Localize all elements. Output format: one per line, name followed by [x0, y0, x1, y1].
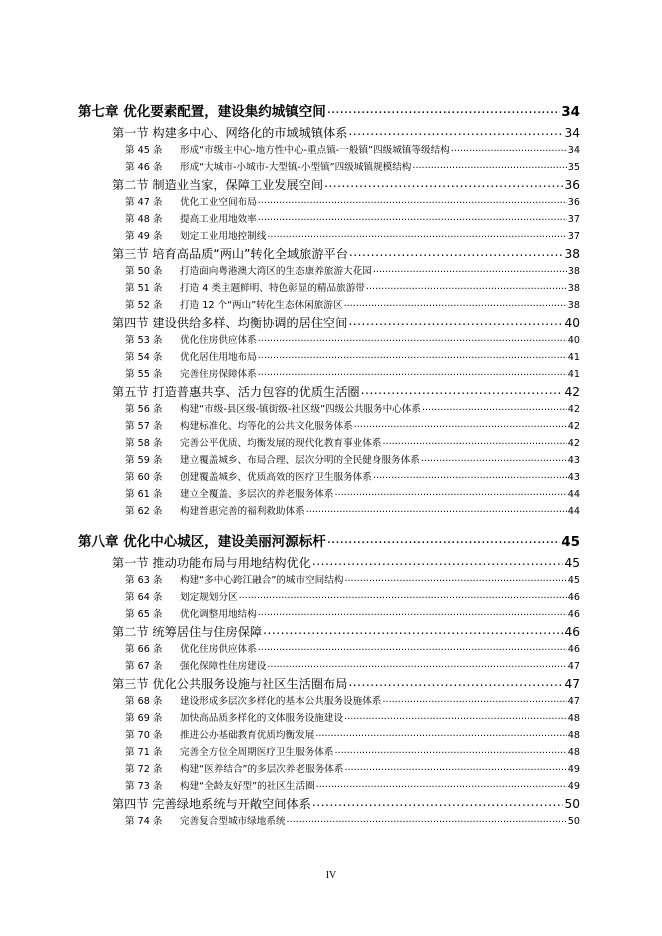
toc-dot-leader	[335, 745, 567, 755]
toc-article-entry[interactable]	[125, 744, 580, 759]
toc-article-title: 优化工业空间布局	[180, 197, 257, 208]
toc-dot-leader	[324, 177, 563, 189]
toc-page-number: 36	[564, 178, 580, 192]
toc-section-title: 第二节 制造业当家，保障工业发展空间	[112, 178, 324, 192]
toc-article-title: 建设形成多层次多样化的基本公共服务设施体系	[180, 696, 382, 707]
toc-page-number: 37	[567, 214, 580, 225]
toc-article-title: 完善公平优质、均衡发展的现代化教育事业体系	[180, 438, 382, 449]
toc-article-title: 建立全覆盖、多层次的养老服务体系	[180, 489, 334, 500]
toc-article-title: 推进公办基础教育优质均衡发展	[180, 730, 315, 741]
toc-article-title: 形成“大城市-小城市-大型镇-小型镇”四级城镇规模结构	[180, 162, 412, 173]
toc-dot-leader	[327, 103, 561, 117]
toc-article-title: 创建覆盖城乡、优质高效的医疗卫生服务体系	[180, 472, 372, 483]
toc-article-entry[interactable]	[125, 159, 580, 174]
toc-page-number: 41	[567, 352, 580, 363]
toc-chapter-entry[interactable]	[78, 100, 580, 120]
toc-dot-leader	[354, 419, 567, 429]
toc-article-entry[interactable]	[125, 727, 580, 742]
toc-dot-leader	[349, 246, 564, 258]
toc-article-title: 打造 12 个“两山”转化生态休闲旅游区	[180, 300, 343, 311]
toc-article-number: 第 58 条	[125, 438, 163, 449]
toc-page-number: 46	[567, 609, 580, 620]
toc-page-number: 34	[561, 104, 580, 120]
toc-section-entry[interactable]	[112, 314, 580, 332]
toc-article-number: 第 65 条	[125, 609, 163, 620]
toc-dot-leader	[239, 590, 567, 600]
toc-article-title: 构建“市级-县区级-镇街级-社区级”四级公共服务中心体系	[180, 404, 421, 415]
toc-page-number: 43	[567, 455, 580, 466]
toc-article-entry[interactable]	[125, 641, 580, 656]
toc-page-number: 47	[564, 677, 580, 691]
toc-dot-leader	[451, 143, 567, 153]
toc-article-title: 构建“医养结合”的多层次养老服务体系	[180, 764, 344, 775]
toc-article-number: 第 68 条	[125, 696, 163, 707]
toc-article-title: 完善全方位全周期医疗卫生服务体系	[180, 747, 334, 758]
toc-dot-leader	[412, 160, 566, 170]
toc-article-entry[interactable]	[125, 228, 580, 243]
toc-article-title: 构建标准化、均等化的公共文化服务体系	[180, 421, 353, 432]
toc-article-title: 划定规划分区	[180, 592, 238, 603]
toc-dot-leader	[348, 125, 563, 137]
toc-article-entry[interactable]	[125, 486, 580, 501]
toc-article-number: 第 45 条	[125, 145, 163, 156]
toc-section-title: 第一节 构建多中心、网络化的市域城镇体系	[112, 126, 348, 140]
toc-section-title: 第四节 完善绿地系统与开敞空间体系	[112, 797, 311, 811]
toc-article-title: 提高工业用地效率	[180, 214, 257, 225]
toc-dot-leader	[348, 676, 563, 688]
toc-section-entry[interactable]	[112, 795, 580, 813]
toc-article-number: 第 72 条	[125, 764, 163, 775]
toc-page-number: 41	[567, 369, 580, 380]
toc-section-entry[interactable]	[112, 623, 580, 641]
toc-article-number: 第 51 条	[125, 283, 163, 294]
toc-section-title: 第三节 优化公共服务设施与社区生活圈布局	[112, 677, 348, 691]
toc-page-number: 45	[561, 534, 580, 550]
toc-page-number: 46	[567, 592, 580, 603]
toc-article-number: 第 52 条	[125, 300, 163, 311]
toc-article-title: 优化居住用地布局	[180, 352, 257, 363]
toc-article-entry[interactable]	[125, 366, 580, 381]
toc-article-number: 第 69 条	[125, 713, 163, 724]
toc-dot-leader	[312, 555, 564, 567]
toc-article-number: 第 55 条	[125, 369, 163, 380]
toc-page-number: 40	[564, 316, 580, 330]
toc-section-entry[interactable]	[112, 245, 580, 263]
toc-page-number: 36	[567, 197, 580, 208]
toc-article-number: 第 59 条	[125, 455, 163, 466]
toc-article-entry[interactable]	[125, 418, 580, 433]
toc-section-title: 第四节 建设供给多样、均衡协调的居住空间	[112, 316, 348, 330]
toc-page-number: 45	[564, 556, 580, 570]
toc-dot-leader	[373, 264, 567, 274]
toc-article-entry[interactable]	[125, 572, 580, 587]
toc-article-number: 第 71 条	[125, 747, 163, 758]
toc-dot-leader	[361, 384, 564, 396]
toc-page-number: 42	[564, 385, 580, 399]
toc-article-entry[interactable]	[125, 813, 580, 828]
toc-article-number: 第 47 条	[125, 197, 163, 208]
toc-page-number: 49	[567, 764, 580, 775]
toc-article-entry[interactable]	[125, 401, 580, 416]
toc-page-number: 38	[567, 266, 580, 277]
toc-article-title: 构建“多中心跨江融合”的城市空间结构	[180, 575, 344, 586]
toc-page-number: 37	[567, 231, 580, 242]
toc-dot-leader	[315, 728, 566, 738]
toc-article-entry[interactable]	[125, 142, 580, 157]
toc-chapter-title: 第八章 优化中心城区，建设美丽河源标杆	[78, 534, 326, 550]
toc-dot-leader	[422, 402, 567, 412]
toc-dot-leader	[382, 694, 566, 704]
toc-section-title: 第五节 打造普惠共享、活力包容的优质生活圈	[112, 385, 360, 399]
toc-page-number: 46	[567, 644, 580, 655]
toc-article-entry[interactable]	[125, 469, 580, 484]
page-number-footer: IV	[325, 870, 337, 881]
toc-dot-leader	[312, 796, 564, 808]
toc-article-title: 划定工业用地控制线	[180, 231, 267, 242]
toc-dot-leader	[382, 436, 566, 446]
toc-article-entry[interactable]	[125, 503, 580, 518]
toc-page-number: 48	[567, 730, 580, 741]
toc-article-title: 形成“市级主中心-地方性中心-重点镇-一般镇”四级城镇等级结构	[180, 145, 450, 156]
toc-dot-leader	[316, 779, 567, 789]
toc-article-entry[interactable]	[125, 452, 580, 467]
toc-article-entry[interactable]	[125, 194, 580, 209]
toc-page-number: 38	[567, 283, 580, 294]
toc-dot-leader	[267, 659, 566, 669]
toc-chapter-title: 第七章 优化要素配置，建设集约城镇空间	[78, 104, 326, 120]
toc-article-title: 打造面向粤港澳大湾区的生态康养旅游大花园	[180, 266, 372, 277]
toc-article-number: 第 73 条	[125, 781, 163, 792]
toc-page-number: 49	[567, 781, 580, 792]
toc-page-number: 46	[564, 625, 580, 639]
toc-article-entry[interactable]	[125, 693, 580, 708]
toc-article-number: 第 70 条	[125, 730, 163, 741]
toc-article-number: 第 54 条	[125, 352, 163, 363]
toc-article-number: 第 60 条	[125, 472, 163, 483]
toc-dot-leader	[267, 229, 566, 239]
toc-page-number: 50	[567, 816, 580, 827]
toc-article-number: 第 61 条	[125, 489, 163, 500]
toc-dot-leader	[344, 711, 567, 721]
toc-article-title: 构建普惠完善的福利救助体系	[180, 506, 305, 517]
toc-article-title: 加快高品质多样化的文体服务设施建设	[180, 713, 344, 724]
toc-article-number: 第 53 条	[125, 335, 163, 346]
toc-page-number: 34	[564, 126, 580, 140]
toc-page-number: 43	[567, 472, 580, 483]
toc-dot-leader	[344, 573, 566, 583]
toc-page-number: 38	[564, 247, 580, 261]
toc-page-number: 45	[567, 575, 580, 586]
toc-section-title: 第一节 推动功能布局与用地结构优化	[112, 556, 311, 570]
toc-article-entry[interactable]	[125, 332, 580, 347]
toc-page-number: 44	[567, 489, 580, 500]
toc-article-entry[interactable]	[125, 761, 580, 776]
toc-dot-leader	[287, 814, 567, 824]
toc-dot-leader	[258, 333, 567, 343]
toc-dot-leader	[335, 487, 567, 497]
toc-article-number: 第 49 条	[125, 231, 163, 242]
toc-article-entry[interactable]	[125, 435, 580, 450]
toc-article-title: 完善复合型城市绿地系统	[180, 816, 286, 827]
toc-article-title: 强化保障性住房建设	[180, 661, 267, 672]
toc-article-number: 第 50 条	[125, 266, 163, 277]
toc-page-number: 42	[567, 421, 580, 432]
toc-article-number: 第 67 条	[125, 661, 163, 672]
toc-page-number: 42	[567, 438, 580, 449]
toc-article-number: 第 66 条	[125, 644, 163, 655]
toc-section-entry[interactable]	[112, 554, 580, 572]
toc-article-title: 优化住房供应体系	[180, 644, 257, 655]
toc-dot-leader	[258, 212, 567, 222]
toc-article-entry[interactable]	[125, 280, 580, 295]
toc-article-entry[interactable]	[125, 658, 580, 673]
toc-article-entry[interactable]	[125, 778, 580, 793]
toc-article-number: 第 57 条	[125, 421, 163, 432]
toc-article-title: 优化住房供应体系	[180, 335, 257, 346]
toc-article-number: 第 56 条	[125, 404, 163, 415]
toc-article-number: 第 48 条	[125, 214, 163, 225]
toc-article-title: 构建“全龄友好型”的社区生活圈	[180, 781, 315, 792]
toc-article-title: 建立覆盖城乡、布局合理、层次分明的全民健身服务体系	[180, 455, 420, 466]
toc-dot-leader	[366, 281, 567, 291]
toc-section-entry[interactable]	[112, 383, 580, 401]
toc-section-entry[interactable]	[112, 124, 580, 142]
toc-article-entry[interactable]	[125, 349, 580, 364]
toc-dot-leader	[258, 367, 567, 377]
toc-dot-leader	[421, 453, 567, 463]
toc-page-number: 34	[567, 145, 580, 156]
toc-chapter-entry[interactable]	[78, 530, 580, 550]
toc-dot-leader	[263, 624, 563, 636]
toc-page-number: 35	[567, 162, 580, 173]
toc-section-title: 第二节 统筹居住与住房保障	[112, 625, 263, 639]
toc-dot-leader	[344, 298, 567, 308]
toc-section-entry[interactable]	[112, 176, 580, 194]
toc-article-entry[interactable]	[125, 710, 580, 725]
toc-article-entry[interactable]	[125, 297, 580, 312]
toc-article-number: 第 74 条	[125, 816, 163, 827]
toc-article-number: 第 63 条	[125, 575, 163, 586]
toc-article-number: 第 62 条	[125, 506, 163, 517]
toc-page-number: 40	[567, 335, 580, 346]
toc-page-number: 48	[567, 747, 580, 758]
toc-article-title: 优化调整用地结构	[180, 609, 257, 620]
toc-section-entry[interactable]	[112, 675, 580, 693]
toc-article-entry[interactable]	[125, 589, 580, 604]
toc-page-number: 48	[567, 713, 580, 724]
toc-dot-leader	[306, 504, 567, 514]
toc-article-number: 第 46 条	[125, 162, 163, 173]
toc-dot-leader	[344, 762, 566, 772]
toc-article-entry[interactable]	[125, 606, 580, 621]
toc-dot-leader	[258, 195, 567, 205]
toc-page-number: 44	[567, 506, 580, 517]
toc-page-number: 50	[564, 797, 580, 811]
toc-page-number: 42	[567, 404, 580, 415]
toc-page-number: 47	[567, 696, 580, 707]
toc-article-entry[interactable]	[125, 263, 580, 278]
toc-article-title: 完善住房保障体系	[180, 369, 257, 380]
toc-article-title: 打造 4 类主题鲜明、特色彰显的精品旅游带	[180, 283, 365, 294]
toc-dot-leader	[348, 315, 563, 327]
toc-page-number: 47	[567, 661, 580, 672]
toc-article-entry[interactable]	[125, 211, 580, 226]
toc-page-number: 38	[567, 300, 580, 311]
toc-dot-leader	[258, 642, 567, 652]
toc-dot-leader	[258, 607, 567, 617]
toc-dot-leader	[258, 350, 567, 360]
toc-section-title: 第三节 培育高品质“两山”转化全域旅游平台	[112, 247, 348, 261]
toc-dot-leader	[327, 533, 561, 547]
toc-dot-leader	[373, 470, 567, 480]
toc-article-number: 第 64 条	[125, 592, 163, 603]
